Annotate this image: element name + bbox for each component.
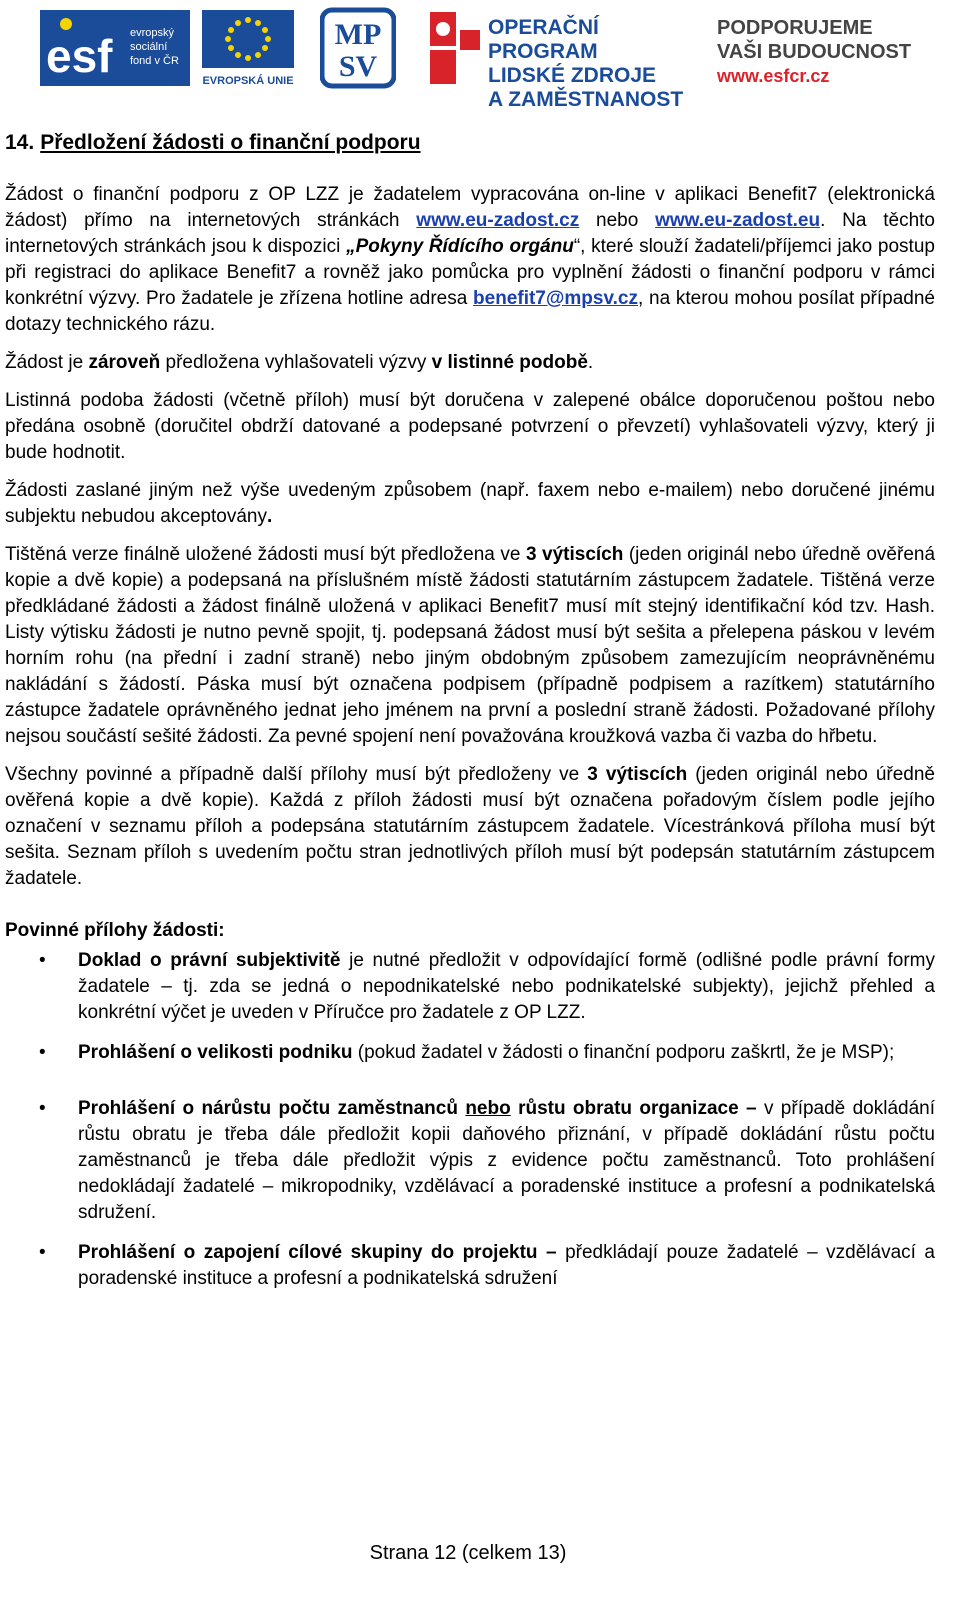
attachments-list [5,948,935,1292]
section-number: 14. [5,131,35,154]
svg-text:EVROPSKÁ UNIE: EVROPSKÁ UNIE [202,75,294,87]
link-hotline-email[interactable]: benefit7@mpsv.cz [473,288,638,309]
list-item: • Prohlášení o zapojení cílové skupiny do projektu – předkládají pouze žadatelé – vzdělávací a poradenské instituce a profesní a podnikatelská sdružení [5,1240,935,1292]
podporujeme-logo: PODPORUJEME VAŠI BUDOUCNOST www.esfcr.cz [717,16,917,88]
list-item: • Prohlášení o velikosti podniku (pokud žadatel v žádosti o finanční podporu zaškrtl, že je MSP); [5,1040,935,1066]
svg-text:esf: esf [46,30,113,82]
list-item: • Prohlášení o nárůstu počtu zaměstnanců nebo růstu obratu organizace – v případě dokládání růstu obratu je třeba dále předložit kopii daňového přiznání, v případě dokládání růstu počtu zaměstnanců je třeba dále předložit výpis z evidence počtu zaměstnanců. Toto prohlášení nedokládají žadatelé – mikropodniky, vzdělávací a poradenské instituce a profesní a podnikatelská sdružení. [5,1096,935,1226]
attachments-title: Povinné přílohy žádosti: [5,920,225,941]
op-lzz-text-logo: OPERAČNÍ PROGRAM LIDSKÉ ZDROJE A ZAMĚSTNANOST [488,16,684,111]
svg-text:fond v ČR: fond v ČR [130,55,179,67]
op-lzz-mark-logo [426,6,488,90]
paragraph-akceptace: Žádosti zaslané jiným než výše uvedeným způsobem (např. faxem nebo e-mailem) nebo doručené jinému subjektu nebudou akceptovány. [5,480,935,527]
svg-text:MP: MP [334,18,382,51]
paragraph-doruceni: Listinná podoba žádosti (včetně příloh) musí být doručena v zalepené obálce doporučenou poštou nebo předána osobně (doručitel obdrží datované a podepsané potvrzení o převzetí) vyhlašovateli výzvy, který ji bude hodnotit. [5,390,935,463]
svg-text:evropský: evropský [130,27,175,39]
page-number-footer: Strana 12 (celkem 13) [369,1542,567,1564]
section-title: Předložení žádosti o finanční podporu [40,131,421,154]
esf-logo [40,6,190,90]
document-body [5,130,935,1292]
svg-text:SV: SV [338,50,378,83]
link-eu-zadost-cz[interactable]: www.eu-zadost.cz [416,210,580,231]
paragraph-listinna: Žádost je zároveň předložena vyhlašovateli výzvy v listinné podobě. [5,352,594,373]
paragraph-prilohy: Všechny povinné a případně další přílohy musí být předloženy ve 3 výtiscích (jeden originál nebo úředně ověřená kopie a dvě kopie). Každá z příloh žádosti musí být označena pořadovým číslem podle jejího označení v seznamu příloh a podepsána statutárním zástupcem žadatele. Vícestránková příloha musí být sešita. Seznam příloh s uvedením počtu stran jednotlivých příloh musí být podepsán statutárním zástupcem žadatele. [5,764,935,889]
svg-text:sociální: sociální [130,41,168,53]
paragraph-tistena-verze: Tištěná verze finálně uložené žádosti musí být předložena ve 3 výtiscích (jeden originál nebo úředně ověřená kopie a dvě kopie) a podepsaná na příslušném místě žádosti statutárním zástupcem žadatele. Tištěná verze předkládané žádosti a žádost finálně uložená v aplikaci Benefit7 musí mít stejný identifikační kód tzv. Hash. Listy výtisku žádosti je nutno pevně spojit, tj. podepsaná žádost musí být sešita a přelepena páskou v levém horním rohu (na přední i zadní straně) nebo jiným obdobným způsobem zamezujícím neoprávněnému nakládání s žádostí. Páska musí být označena podpisem (případně podpisem a razítkem) statutárního zástupce žadatele oprávněného jednat jeho jménem na první a poslední straně žádosti. Požadované přílohy nejsou součástí sešité žádosti. Za pevné spojení není považována kroužková vazba či vazba do hřbetu. [5,544,936,747]
eu-flag-logo [202,6,294,90]
header-logos [40,6,920,111]
paragraph-benefit7: Žádost o finanční podporu z OP LZZ je žadatelem vypracována on-line v aplikaci Benefit7 (elektronická žádost) přímo na internetových stránkách www.eu-zadost.cz nebo www.eu-zadost.eu. Na těchto internetových stránkách jsou k dispozici „Pokyny Řídícího orgánu“, které slouží žadateli/příjemci jako postup při registraci do aplikace Benefit7 a rovněž jako pomůcka pro vyplnění žádosti o finanční podporu v rámci konkrétní výzvy. Pro žadatele je zřízena hotline adresa benefit7@mpsv.cz, na kterou mohou posílat případné dotazy technického rázu. [5,184,935,335]
list-item: • Doklad o právní subjektivitě je nutné předložit v odpovídající formě (odlišné podle právní formy žadatele – tj. zda se jedná o nepodnikatelské nebo podnikatelské subjekty), jejichž přehled a konkrétní výčet je uveden v Příručce pro žadatele z OP LZZ. [5,948,935,1026]
link-eu-zadost-eu[interactable]: www.eu-zadost.eu [655,210,821,231]
section-heading [5,130,935,156]
mpsv-logo [320,6,396,90]
esfcr-url: www.esfcr.cz [717,66,830,86]
pokyny-ro-title: „Pokyny Řídícího orgánu [346,236,574,257]
